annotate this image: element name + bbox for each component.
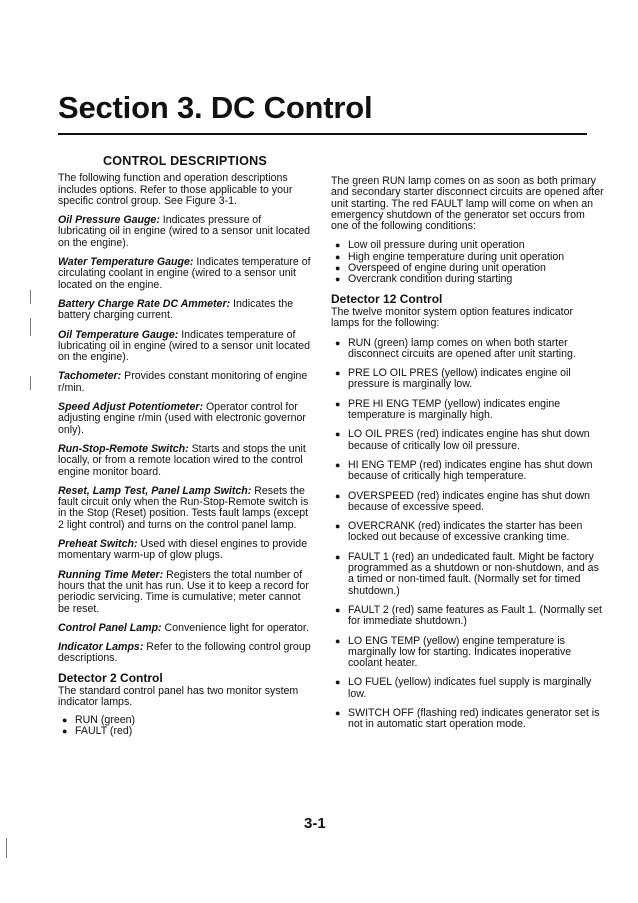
control-item-term: Tachometer: [58, 370, 122, 383]
control-item [58, 299, 312, 322]
control-item-term: Running Time Meter: [58, 568, 164, 581]
control-items-list [58, 215, 312, 665]
control-item-description: Indicates temperature of circulating coolant in engine (wired to a sensor unit located on the engine. [58, 256, 311, 291]
lamp-list-item: ● LO ENG TEMP (yellow) engine temperature is marginally low for starting. Indicates inoperative coolant heater. [335, 636, 604, 670]
control-item-term: Run-Stop-Remote Switch: [58, 442, 189, 455]
control-item-term: Preheat Switch: [58, 538, 138, 551]
control-item-term: Indicator Lamps: [58, 641, 144, 654]
detector-12-lamp-list [331, 338, 604, 731]
control-item-description: Used with diesel engines to provide momentary warm-up of glow plugs. [58, 538, 308, 562]
control-item-description: Indicates temperature of lubricating oil in engine (wired to a sensor unit located on the engine). [58, 328, 311, 364]
condition-list-item: ● Low oil pressure during unit operation [335, 240, 604, 251]
lamp-list-item: ● OVERCRANK (red) indicates the starter has been locked out because of excessive cranking time. [335, 521, 604, 544]
control-item-description: Provides constant monitoring of engine r/min. [58, 370, 308, 394]
lamp-list-item: ● PRE LO OIL PRES (yellow) indicates engine oil pressure is marginally low. [335, 368, 604, 391]
detector-12-text: The twelve monitor system option features indicator lamps for the following: [331, 305, 574, 330]
lamp-list-item: ● HI ENG TEMP (red) indicates engine has shut down because of critically high temperature. [335, 460, 604, 483]
control-descriptions-heading: CONTROL DESCRIPTIONS [103, 154, 267, 168]
control-item [58, 623, 312, 634]
right-column [331, 176, 604, 739]
margin-mark [30, 376, 31, 390]
control-item-description: Registers the total number of hours that the unit has run. Use it to keep a record for periodic servicing. Time is cumulative; meter cannot be reset. [58, 568, 309, 615]
control-item [58, 444, 312, 478]
condition-list-item: ● High engine temperature during unit operation [335, 252, 604, 263]
control-item-term: Speed Adjust Potentiometer: [58, 401, 203, 414]
control-item [58, 486, 312, 531]
control-item-description: Starts and stops the unit locally, or from a remote location wired to the control engine monitor board. [58, 442, 306, 478]
lamp-list-item: ● OVERSPEED (red) indicates engine has shut down because of excessive speed. [335, 491, 604, 514]
margin-mark [30, 290, 31, 304]
condition-list-item: ● Overspeed of engine during unit operation [335, 263, 604, 274]
title-rule [58, 133, 587, 135]
control-item-term: Water Temperature Gauge: [58, 256, 194, 269]
lamp-list-item: ● FAULT 1 (red) an undedicated fault. Might be factory programmed as a shutdown or non-shutdown, and as a timed or non-timed fault. (Normally set for timed shutdown.) [335, 552, 604, 597]
control-item-description: Indicates pressure of lubricating oil in engine (wired to a sensor unit located on the engine). [58, 214, 311, 249]
control-item-term: Oil Temperature Gauge: [58, 328, 179, 341]
detector-2-text: The standard control panel has two monitor system indicator lamps. [58, 684, 299, 709]
intro-paragraph: The following function and operation descriptions includes options. Refer to those applicable to your specific control group. See Figure 3-1. [58, 172, 293, 207]
detector-12-heading: Detector 12 Control [331, 291, 443, 306]
control-item-term: Battery Charge Rate DC Ammeter: [58, 297, 231, 310]
control-item [58, 539, 312, 562]
control-item [58, 570, 312, 615]
control-item-description: Operator control for adjusting engine r/min (used with electronic governor only). [58, 401, 306, 436]
lamp-list-item: ● PRE HI ENG TEMP (yellow) indicates engine temperature is marginally high. [335, 399, 604, 422]
control-item-term: Control Panel Lamp: [58, 621, 162, 634]
control-item-term: Oil Pressure Gauge: [58, 214, 160, 227]
lamp-list-item: ● LO OIL PRES (red) indicates engine has shut down because of critically low oil pressure. [335, 429, 604, 452]
lamp-list-item: ● FAULT (red) [62, 726, 312, 737]
lamp-list-item: ● RUN (green) [62, 715, 312, 726]
control-item [58, 330, 312, 364]
condition-list-item: ● Overcrank condition during starting [335, 274, 604, 285]
fault-conditions-list [331, 240, 604, 285]
control-item [58, 371, 312, 394]
control-item-description: Refer to the following control group descriptions. [58, 641, 311, 665]
control-item [58, 402, 312, 436]
control-item [58, 642, 312, 665]
control-item-description: Resets the fault circuit only when the Run-Stop-Remote switch is in the Stop (Reset) position. Tests fault lamps (except 2 light control) and turns on the control panel lamp. [58, 484, 309, 531]
lamp-list-item: ● LO FUEL (yellow) indicates fuel supply is marginally low. [335, 677, 604, 700]
margin-mark [30, 318, 31, 336]
detector-2-lamp-list [58, 715, 312, 738]
control-item [58, 257, 312, 291]
left-column [58, 156, 312, 745]
page-number: 3-1 [304, 815, 326, 832]
control-item-description: Convenience light for operator. [161, 621, 309, 634]
control-item-term: Reset, Lamp Test, Panel Lamp Switch: [58, 484, 252, 497]
margin-mark [6, 838, 7, 858]
lamp-list-item: ● RUN (green) lamp comes on when both starter disconnect circuits are opened after unit starting. [335, 338, 604, 361]
lamp-list-item: ● SWITCH OFF (flashing red) indicates generator set is not in automatic start operation mode. [335, 708, 604, 731]
control-item-description: Indicates the battery charging current. [58, 297, 294, 322]
section-title: Section 3. DC Control [58, 90, 373, 125]
control-item [58, 215, 312, 249]
lamp-list-item: ● FAULT 2 (red) same features as Fault 1. (Normally set for immediate shutdown.) [335, 605, 604, 628]
run-fault-paragraph: The green RUN lamp comes on as soon as both primary and secondary starter disconnect circuits are opened after unit starting. The red FAULT lamp will come on when an emergency shutdown of the generator set occurs from one of the following conditions: [331, 175, 604, 233]
detector-2-heading: Detector 2 Control [58, 670, 163, 685]
